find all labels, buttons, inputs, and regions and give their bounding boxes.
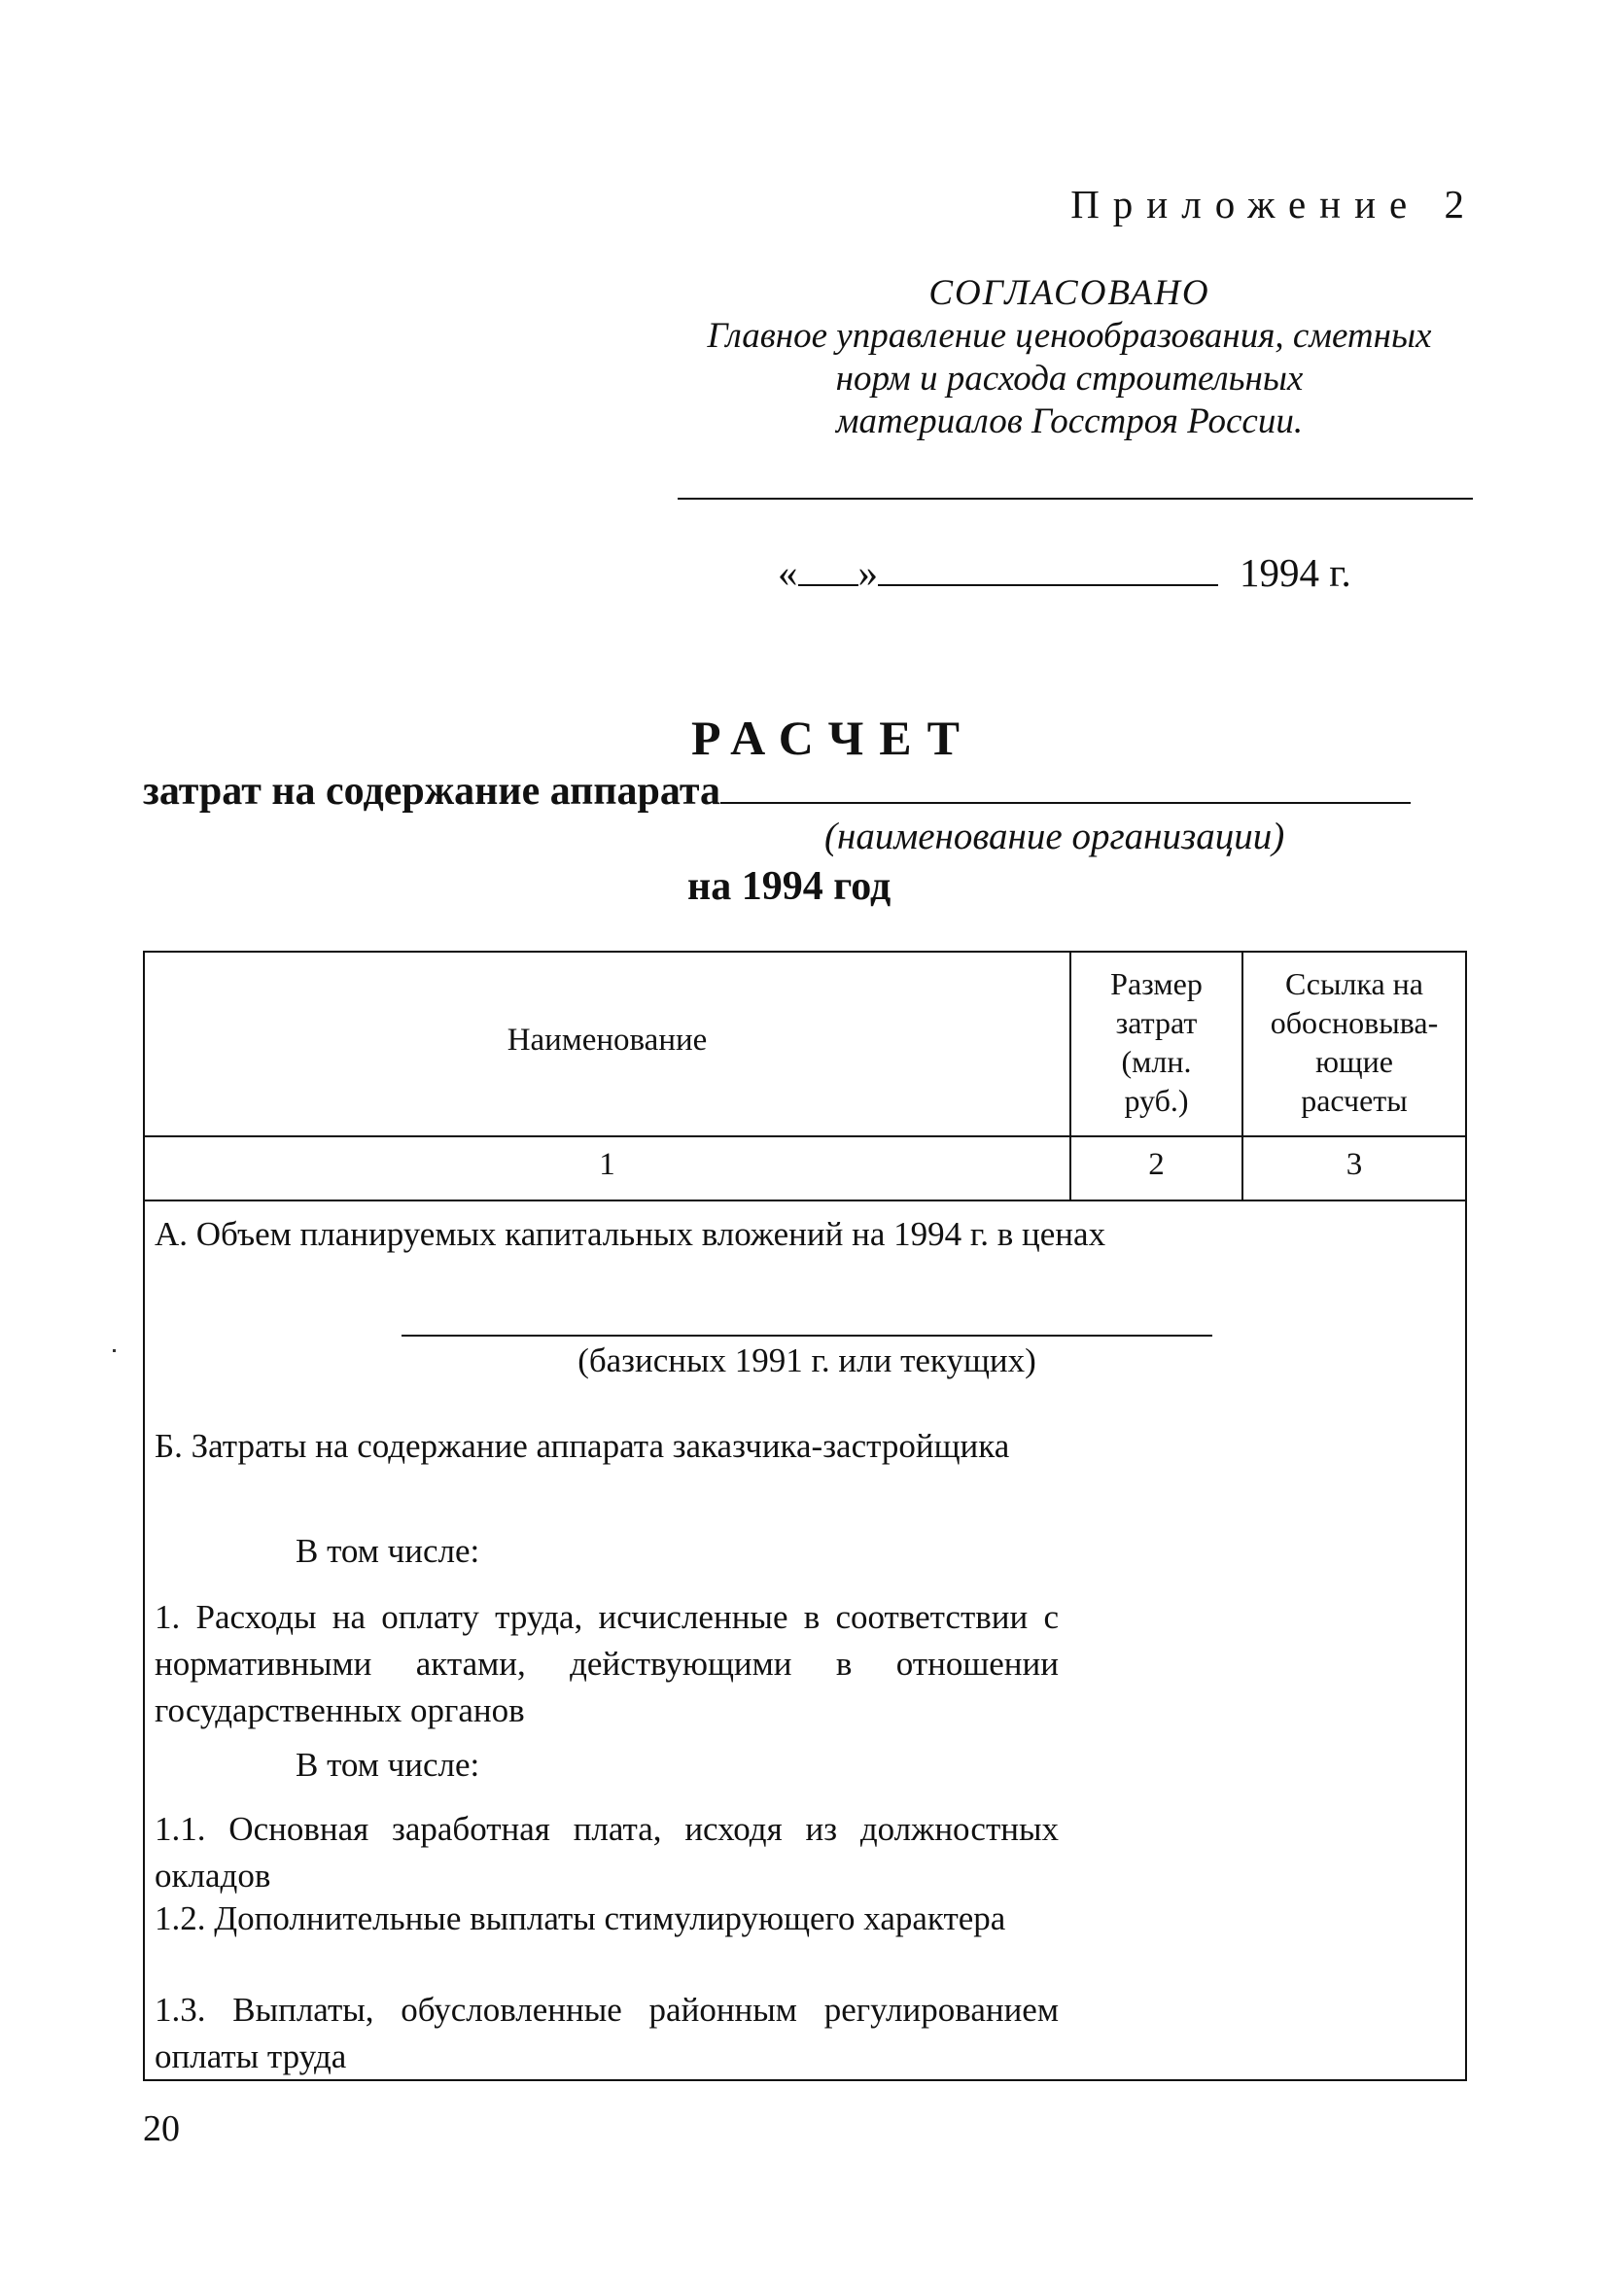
header-ref-line-4: расчеты	[1301, 1083, 1408, 1118]
page-number: 20	[143, 2108, 180, 2149]
date-year: 1994 г.	[1240, 550, 1351, 595]
header-cost-line-2: затрат	[1115, 1005, 1198, 1040]
in-that-number-2: В том числе:	[296, 1746, 480, 1784]
header-cost-line-4: руб.)	[1124, 1083, 1189, 1118]
date-month-blank	[878, 576, 1218, 586]
approval-line-3: материалов Госстроя России.	[835, 401, 1304, 441]
approval-block	[661, 272, 1478, 443]
approval-stamp: СОГЛАСОВАНО	[928, 273, 1210, 313]
header-ref-line-3: ющие	[1315, 1044, 1393, 1079]
approval-line-2: норм и расхода строительных	[835, 359, 1304, 399]
header-ref-line-1: Ссылка на	[1285, 966, 1423, 1001]
in-that-number-1: В том числе:	[296, 1532, 480, 1570]
approval-date	[778, 549, 1351, 596]
header-cost-line-1: Размер	[1110, 966, 1203, 1001]
header-bottom-rule	[145, 1135, 1465, 1137]
document-subtitle	[143, 768, 1411, 815]
header-reference	[1243, 964, 1465, 1120]
document-year: на 1994 год	[687, 864, 891, 909]
section-b: Б. Затраты на содержание аппарата заказчика-застройщика	[155, 1427, 1010, 1465]
column-number-3: 3	[1346, 1147, 1363, 1182]
subtitle-text: затрат на содержание аппарата	[143, 769, 720, 814]
scan-speck	[113, 1349, 116, 1352]
date-day-blank	[798, 576, 858, 586]
header-cost-line-3: (млн.	[1121, 1044, 1192, 1079]
item-1-1: 1.1. Основная заработная плата, исходя из должностных окладов	[155, 1810, 1059, 1895]
section-a: А. Объем планируемых капитальных вложений на 1994 г. в ценах	[155, 1215, 1106, 1253]
date-open-quote: «	[778, 550, 798, 595]
organization-caption: (наименование организации)	[824, 816, 1285, 857]
header-ref-line-2: обосновыва-	[1270, 1005, 1439, 1040]
header-cost	[1071, 964, 1241, 1120]
header-name: Наименование	[507, 1023, 708, 1058]
organization-blank	[720, 796, 1411, 804]
column-number-2: 2	[1148, 1147, 1165, 1182]
price-base-caption: (базисных 1991 г. или текущих)	[577, 1341, 1036, 1379]
cost-table	[143, 951, 1467, 2081]
item-1-2: 1.2. Дополнительные выплаты стимулирующего характера	[155, 1899, 1006, 1937]
item-1: 1. Расходы на оплату труда, исчисленные в соответствии с нормативными актами, действующими в отношении государственных органов	[155, 1598, 1059, 1729]
item-1-3: 1.3. Выплаты, обусловленные районным регулированием оплаты труда	[155, 1991, 1059, 2075]
numbers-bottom-rule	[145, 1200, 1465, 1201]
approval-line-1: Главное управление ценообразования, сметных	[707, 316, 1432, 356]
appendix-label: Приложение 2	[1070, 182, 1478, 226]
price-base-blank	[402, 1335, 1212, 1337]
column-number-1: 1	[599, 1147, 615, 1182]
document-title: РАСЧЕТ	[690, 711, 976, 765]
date-close-quote: »	[857, 550, 878, 595]
signature-line	[678, 498, 1473, 500]
